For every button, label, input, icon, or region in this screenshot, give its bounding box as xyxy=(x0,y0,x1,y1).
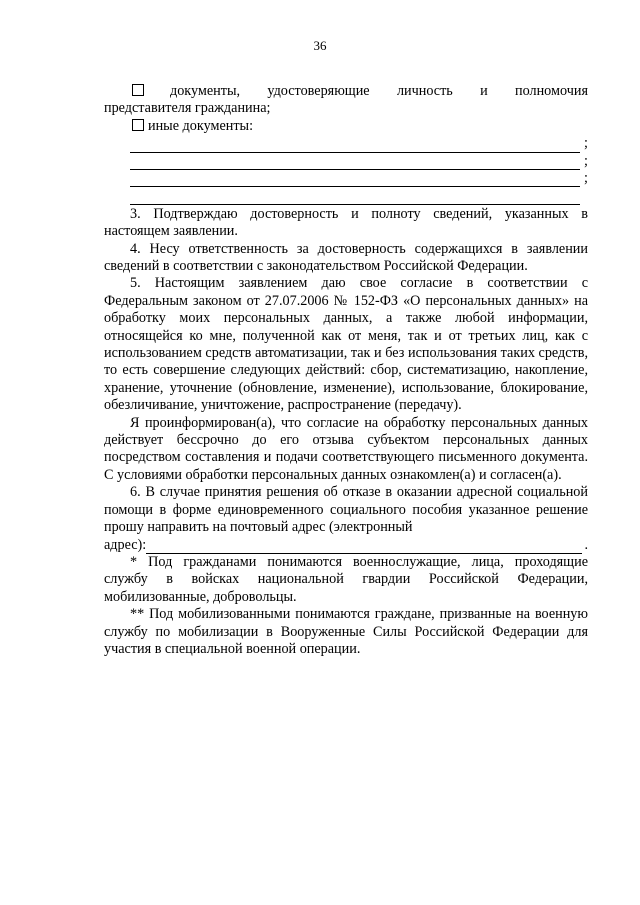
page-number: 36 xyxy=(313,38,327,53)
checkbox-label-word: полномочия xyxy=(515,83,588,99)
address-field-row xyxy=(104,537,588,554)
checkbox-label-word: документы, xyxy=(170,83,241,99)
checkbox-identity-documents[interactable] xyxy=(132,84,144,96)
document-body xyxy=(104,83,588,658)
paragraph-informed: Я проинформирован(а), что согласие на обработку персональных данных действует бессрочно до его отзыва субъектом персональных данных посредством составления и подачи соответствующего письменного документа. С условиями обработки персональных данных ознакомлен(а) и согласен(а). xyxy=(104,414,588,483)
line-ending: ; xyxy=(584,152,588,169)
checkbox-label-word: и xyxy=(480,83,488,99)
address-line-end: . xyxy=(584,536,588,553)
address-input-line[interactable] xyxy=(146,540,582,554)
checkbox-other-documents[interactable] xyxy=(132,119,144,131)
checkbox-label-other-documents: иные документы: xyxy=(148,117,254,134)
footnote-citizens: * Под гражданами понимаются военнослужащие, лица, проходящие службу в войсках национальной гвардии Российской Федерации, мобилизованные, добровольцы. xyxy=(104,553,588,605)
paragraph-personal-data-consent: 5. Настоящим заявлением даю свое согласие в соответствии с Федеральным законом от 27.07.2006 № 152-ФЗ «О персональных данных» на обработку моих персональных данных, а также любой информации, относящейся ко мне, полученной как от меня, так и от третьих лиц, как с использованием средств автоматизации, так и без использования таких средств, то есть совершение следующих действий: сбор, систематизацию, накопление, хранение, уточнение (обновление, изменение), использование, блокирование, обезличивание, уничтожение, распространение (передачу). xyxy=(104,275,588,414)
fill-in-rule xyxy=(130,191,580,205)
line-ending: ; xyxy=(584,135,588,152)
address-label: адрес): xyxy=(104,536,147,553)
paragraph-confirmation: 3. Подтверждаю достоверность и полноту сведений, указанных в настоящем заявлении. xyxy=(104,205,588,240)
fill-in-rule xyxy=(130,139,580,153)
paragraph-responsibility: 4. Несу ответственность за достоверность содержащихся в заявлении сведений в соответствии с законодательством Российской Федерации. xyxy=(104,240,588,274)
checkbox-row-identity-documents xyxy=(104,83,588,100)
other-documents-line-2[interactable] xyxy=(104,153,588,170)
other-documents-line-1[interactable] xyxy=(104,135,588,152)
line-ending: ; xyxy=(584,169,588,186)
fill-in-rule xyxy=(130,156,580,170)
checkbox-label-continuation: представителя гражданина; xyxy=(104,100,271,117)
footnote-mobilized: ** Под мобилизованными понимаются граждане, призванные на военную службу по мобилизации в Вооруженные Силы Российской Федерации для участия в специальной военной операции. xyxy=(104,606,588,657)
other-documents-line-4[interactable] xyxy=(104,187,588,204)
checkbox-label-word: личность xyxy=(396,83,453,99)
other-documents-line-3[interactable] xyxy=(104,170,588,187)
paragraph-refusal-notice: 6. В случае принятия решения об отказе в оказании адресной социальной помощи в форме единовременного социального пособия указанное решение прошу направить на почтовый адрес (электронный xyxy=(104,484,588,536)
fill-in-rule xyxy=(130,173,580,187)
checkbox-row-other-documents xyxy=(104,118,588,135)
checkbox-label-word: удостоверяющие xyxy=(267,83,370,99)
